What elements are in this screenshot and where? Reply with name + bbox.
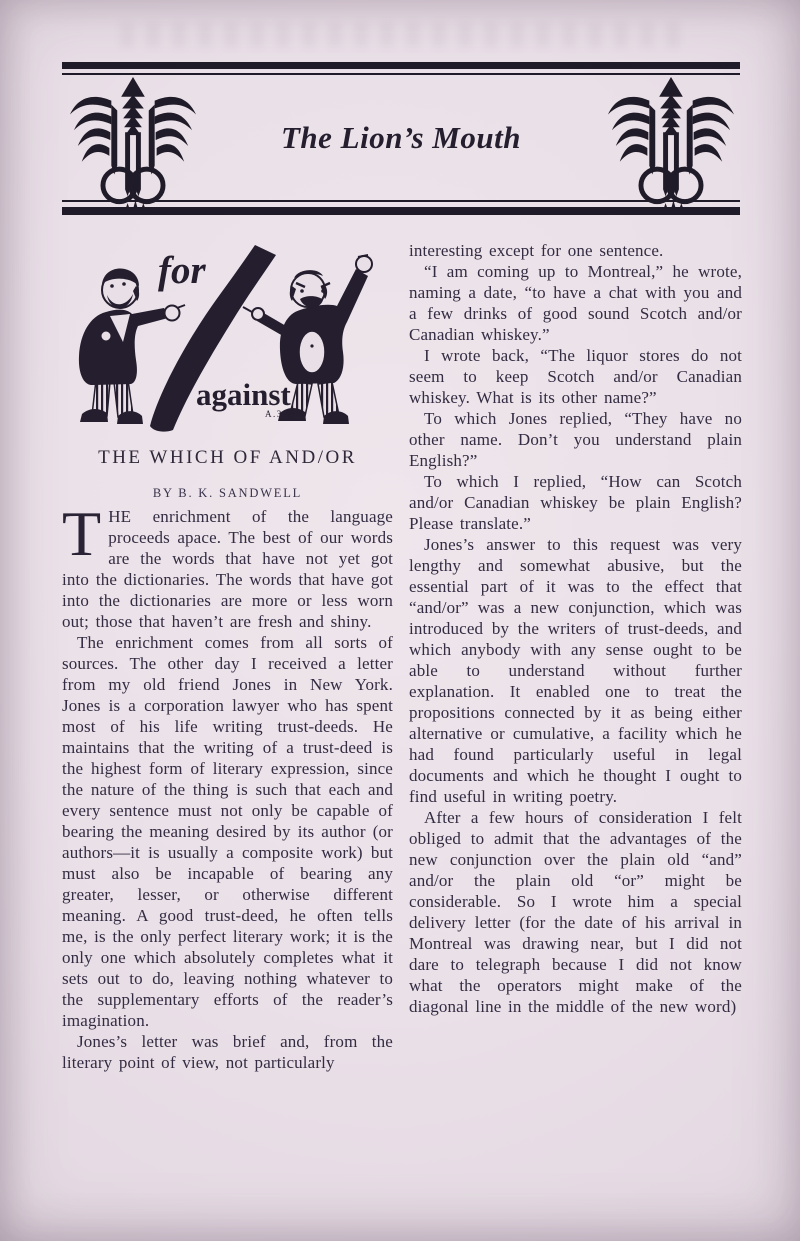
paragraph: I wrote back, “The liquor stores do not seem to keep Scotch and/or Canadian whiskey. What is its other name?”: [409, 346, 742, 407]
paragraph: Jones’s answer to this request was very lengthy and somewhat abusive, but the essential part of it was to the effect that “and/or” was a new conjunction, which was introduced by the writers of trust-deeds, and which anybody with any sense ought to be able to understand without further explanation. It enabled one to treat the propositions connected by it as being either alternative or cumulative, a facility which he had found particularly useful in legal documents and which he thought I ought to find useful in writing poetry.: [409, 535, 742, 806]
column-right: [409, 240, 742, 1017]
artist-signature: A.3.W: [265, 409, 297, 419]
section-title: The Lion’s Mouth: [281, 120, 521, 155]
article-title: THE WHICH OF AND/OR: [98, 447, 357, 468]
paragraph: To which Jones replied, “They have no other name. Don’t you understand plain English?”: [409, 409, 742, 470]
column-left: [62, 498, 393, 1073]
rule-top-thick: [62, 62, 740, 69]
paragraph-text: HE enrichment of the language proceeds apace. The best of our words are the words that have not yet got into the dictionaries. The words that have got into the dictionaries are more or less worn out; those that haven’t are fresh and shiny.: [62, 507, 393, 631]
paragraph: After a few hours of consideration I felt obliged to admit that the advantages of the new conjunction over the plain old “and” and/or the plain old “or” might be considerable. So I wrote him a special delivery letter (for the date of his arrival in Montreal was drawing near, but I did not dare to telegraph because I did not know what the operators might make of the diagonal line in the middle of the new word): [409, 808, 742, 1016]
article-byline: BY B. K. SANDWELL: [152, 486, 303, 500]
header-band: [62, 62, 740, 215]
for-against-illustration: [46, 236, 392, 434]
label-for: for: [158, 249, 206, 292]
rule-bottom-thin: [62, 200, 740, 202]
paragraph: To which I replied, “How can Scotch and/or Canadian whiskey be plain English? Please translate.”: [409, 472, 742, 533]
drop-cap: T: [62, 498, 102, 569]
paragraph: Jones’s letter was brief and, from the literary point of view, not particularly: [62, 1032, 393, 1072]
label-against: against: [196, 377, 291, 412]
paragraph: interesting except for one sentence.: [409, 241, 664, 260]
show-through-smudge: [120, 22, 680, 48]
paragraph: [62, 498, 393, 632]
paragraph: The enrichment comes from all sorts of sources. The other day I received a letter from my old friend Jones in New York. Jones is a corporation lawyer who has spent most of his life writing trust-deeds. He maintains that the writing of a trust-deed is the highest form of literary expression, since the nature of the thing is such that each and every sentence must not only be capable of bearing the meaning desired by its author (or authors—it is usually a composite work) but must also be incapable of bearing any greater, lesser, or otherwise different meaning. A good trust-deed, he often tells me, is the only perfect literary work; it is the only one which absolutely completes what it sets out to do, leaving nothing whatever to the supplementary efforts of the reader’s imagination.: [62, 633, 393, 1030]
rule-bottom-thick: [62, 207, 740, 215]
paragraph: “I am coming up to Montreal,” he wrote, naming a date, “to have a chat with you and a few drinks of good sound Scotch and/or Canadian whiskey.”: [409, 262, 742, 344]
